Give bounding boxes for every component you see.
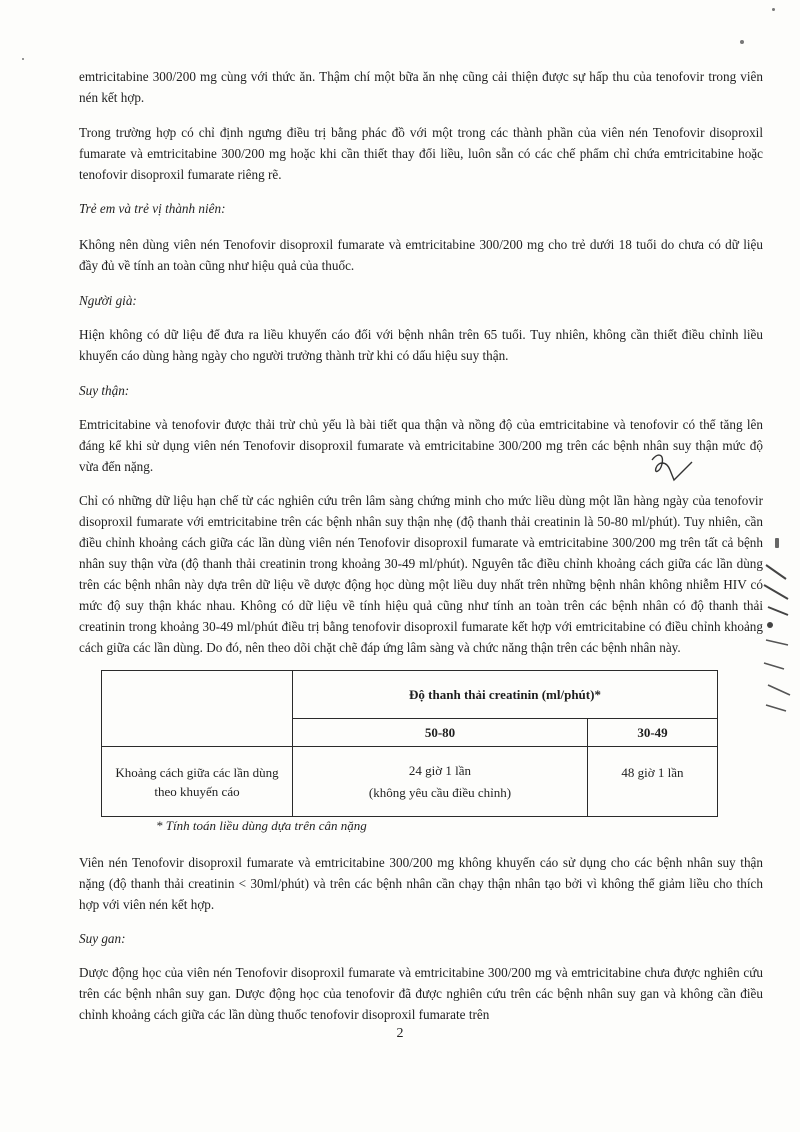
table-col-50-80: 50-80 <box>293 719 588 747</box>
paragraph-renal-details: Chỉ có những dữ liệu hạn chế từ các nghiên cứu trên lâm sàng chứng minh cho mức liều dùng một lần hàng ngày của tenofovir disoproxil fumarate với emtricitabine trên các bệnh nhân suy thận nhẹ (độ thanh thải creatinin là 50-80 ml/phút). Tuy nhiên, cần điều chỉnh khoảng cách giữa các lần dùng viên nén Tenofovir disoproxil fumarate và emtricitabine 300/200 mg trên tất cả bệnh nhân suy thận vừa (độ thanh thải creatinin trong khoảng 30-49 ml/phút). Nguyên tắc điều chỉnh khoảng cách giữa các lần dùng trên các bệnh nhân này dựa trên dữ liệu về dược động học dùng một liều duy nhất trên những bệnh nhân không nhiễm HIV có mức độ suy thận khác nhau. Không có dữ liệu về tính hiệu quả cũng như tính an toàn trên các bệnh nhân có độ thanh thải creatinin trong khoảng 30-49 ml/phút điều trị bằng tenofovir disoproxil fumarate kết hợp với emtricitabine có điều chỉnh khoảng cách giữa các lần dùng. Do đó, nên theo dõi chặt chẽ đáp ứng lâm sàng và chức năng thận trên các bệnh nhân này. <box>79 493 763 655</box>
table-cell-30-49: 48 giờ 1 lần <box>587 747 717 817</box>
table-empty-corner <box>102 671 293 747</box>
scan-speck <box>740 40 744 44</box>
table-group-header: Độ thanh thải creatinin (ml/phút)* <box>293 671 718 719</box>
stamp-mark <box>758 545 798 715</box>
signature-mark <box>648 450 708 490</box>
table-footnote: * Tính toán liều dùng dựa trên cân nặng <box>156 818 367 833</box>
paragraph-food-absorption: emtricitabine 300/200 mg cùng với thức ăn. Thậm chí một bữa ăn nhẹ cũng cải thiện được sự hấp thu của tenofovir trong viên nén kết hợp. <box>79 69 763 105</box>
scan-speck <box>22 58 24 60</box>
paragraph-elderly: Hiện không có dữ liệu để đưa ra liều khuyến cáo đối với bệnh nhân trên 65 tuổi. Tuy nhiên, không cần thiết điều chỉnh liều khuyến cáo dùng hàng ngày cho người trưởng thành trừ khi có dấu hiệu suy thận. <box>79 327 763 363</box>
table-cell-50-80-value: 24 giờ 1 lần <box>408 762 472 778</box>
page-number: 2 <box>396 1026 404 1041</box>
paragraph-hepatic: Dược động học của viên nén Tenofovir disoproxil fumarate và emtricitabine 300/200 mg và emtricitabine chưa được nghiên cứu trên các bệnh nhân suy gan. Dược động học của tenofovir đã được nghiên cứu trên các bệnh nhân suy gan và không cần điều chỉnh khoảng cách giữa các lần dùng thuốc tenofovir disoproxil fumarate trên <box>79 965 763 1022</box>
table-col-30-49: 30-49 <box>587 719 717 747</box>
table-row-label: Khoảng cách giữa các lần dùng theo khuyến cáo <box>102 747 293 817</box>
table-cell-50-80 <box>293 747 588 817</box>
paragraph-discontinuation: Trong trường hợp có chỉ định ngưng điều trị bằng phác đồ với một trong các thành phần của viên nén Tenofovir disoproxil fumarate và emtricitabine 300/200 mg hoặc khi cần thiết thay đổi liều, luôn sẵn có các chế phẩm chỉ chứa emtricitabine hoặc tenofovir disoproxil fumarate riêng rẽ. <box>79 125 763 182</box>
scan-speck <box>775 538 779 548</box>
heading-elderly: Người già: <box>79 293 137 308</box>
paragraph-renal-intro: Emtricitabine và tenofovir được thải trừ chủ yếu là bài tiết qua thận và nồng độ của emtricitabine và tenofovir có thể tăng lên đáng kể khi sử dụng viên nén Tenofovir disoproxil fumarate và emtricitabine 300/200 mg trên các bệnh nhân suy thận mức độ vừa đến nặng. <box>79 417 763 474</box>
scan-speck <box>772 8 775 11</box>
table-cell-50-80-note: (không yêu cầu điều chỉnh) <box>368 784 512 800</box>
heading-hepatic: Suy gan: <box>79 931 126 946</box>
dosing-table <box>101 670 718 817</box>
paragraph-children: Không nên dùng viên nén Tenofovir disoproxil fumarate và emtricitabine 300/200 mg cho trẻ dưới 18 tuổi do chưa có dữ liệu đầy đủ về tính an toàn cũng như hiệu quả của thuốc. <box>79 237 763 273</box>
heading-renal: Suy thận: <box>79 383 130 398</box>
paragraph-severe-renal: Viên nén Tenofovir disoproxil fumarate và emtricitabine 300/200 mg không khuyến cáo sử dụng cho các bệnh nhân suy thận nặng (độ thanh thải creatinin < 30ml/phút) và trên các bệnh nhân cần chạy thận nhân tạo bởi vì không thể giảm liều cho thích hợp với viên nén kết hợp. <box>79 855 763 912</box>
heading-children: Trẻ em và trẻ vị thành niên: <box>79 201 226 216</box>
